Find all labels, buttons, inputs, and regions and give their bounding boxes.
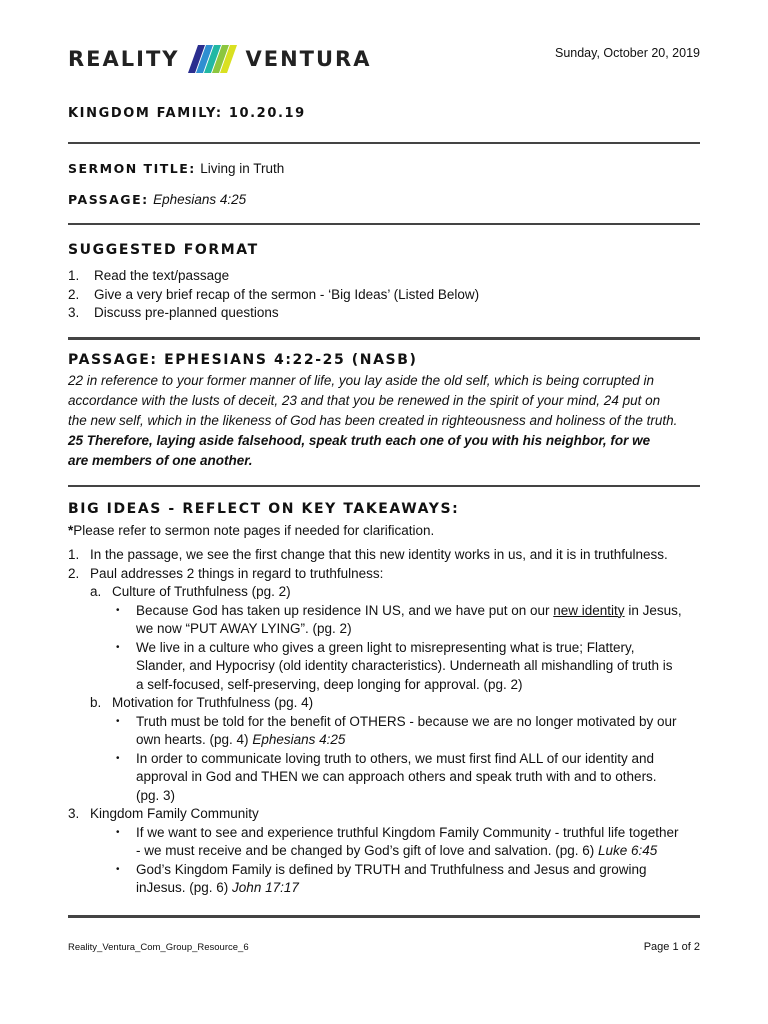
suggested-format-heading: SUGGESTED FORMAT <box>68 242 259 258</box>
logo-text-ventura: VENTURA <box>245 47 372 71</box>
bullet-item: • God’s Kingdom Family is defined by TRUTH and Truthfulness and Jesus and growing inJesus. (pg. 6) John 17:17 <box>68 861 708 898</box>
divider <box>68 142 700 144</box>
passage-heading: PASSAGE: EPHESIANS 4:22-25 (NASB) <box>68 352 418 368</box>
sermon-title-label: SERMON TITLE: <box>68 161 196 176</box>
document-title: KINGDOM FAMILY: 10.20.19 <box>68 106 306 121</box>
passage-text <box>68 371 700 431</box>
bullet-item: • We live in a culture who gives a green light to misrepresenting what is true; Flattery, Slander, and Hypocrisy (old identity characteristics). Underneath all mishandling of truth is a self-focused, self-preserving, deep longing for approval. (pg. 2) <box>68 639 708 695</box>
passage-line: 22 in reference to your former manner of life, you lay aside the old self, which is being corrupted in <box>68 373 655 388</box>
divider <box>68 915 700 918</box>
scripture-reference: John 17:17 <box>232 880 299 895</box>
divider <box>68 337 700 340</box>
list-item: 2. Give a very brief recap of the sermon - ‘Big Ideas’ (Listed Below) <box>68 286 480 302</box>
footer-filename: Reality_Ventura_Com_Group_Resource_6 <box>68 942 249 953</box>
bullet-icon: • <box>116 752 120 764</box>
bullet-icon: • <box>116 826 120 838</box>
divider <box>68 223 700 225</box>
logo <box>68 45 371 73</box>
list-item: 3. Discuss pre-planned questions <box>68 305 279 320</box>
list-item: 2. Paul addresses 2 things in regard to truthfulness: <box>68 565 384 581</box>
header-date: Sunday, October 20, 2019 <box>554 46 700 60</box>
bullet-item: • Truth must be told for the benefit of OTHERS - because we are no longer motivated by our own hearts. (pg. 4) Ephesians 4:25 <box>68 713 708 750</box>
passage-line: the new self, which in the likeness of God has been created in righteousness and holiness of the truth. <box>68 413 678 428</box>
passage-line: 25 Therefore, laying aside falsehood, speak truth each one of you with his neighbor, for we <box>68 433 651 448</box>
sermon-title-row <box>68 160 284 178</box>
passage-value: Ephesians 4:25 <box>153 192 247 207</box>
bullet-icon: • <box>116 604 120 616</box>
list-item: 1. Read the text/passage <box>68 268 230 283</box>
passage-verse-25 <box>68 431 700 471</box>
logo-stripes-icon <box>188 45 238 73</box>
big-ideas-heading: BIG IDEAS - REFLECT ON KEY TAKEAWAYS: <box>68 501 460 517</box>
bullet-item: • If we want to see and experience truthful Kingdom Family Community - truthful life together - we must receive and be changed by God’s gift of love and salvation. (pg. 6) Luke 6:45 <box>68 824 708 861</box>
big-ideas-note: *Please refer to sermon note pages if needed for clarification. <box>68 523 435 538</box>
bullet-item: • In order to communicate loving truth to others, we must first find ALL of our identity and approval in God and THEN we can approach others and speak truth with and to others. (pg. 3) <box>68 750 708 806</box>
passage-line: accordance with the lusts of deceit, 23 and that you be renewed in the spirit of your mind, 24 put on <box>68 393 661 408</box>
logo-text-reality: REALITY <box>68 47 180 71</box>
divider <box>68 485 700 487</box>
scripture-reference: Ephesians 4:25 <box>252 732 346 747</box>
sermon-title-value: Living in Truth <box>200 161 285 176</box>
passage-row <box>68 191 246 209</box>
bullet-icon: • <box>116 715 120 727</box>
big-ideas-list <box>68 546 708 898</box>
page-number: Page 1 of 2 <box>643 941 700 953</box>
passage-label: PASSAGE: <box>68 192 149 207</box>
bullet-icon: • <box>116 863 120 875</box>
list-item: b. Motivation for Truthfulness (pg. 4) <box>90 695 314 710</box>
list-item: a. Culture of Truthfulness (pg. 2) <box>90 584 291 599</box>
list-item: 1. In the passage, we see the first change that this new identity works in us, and it is in truthfulness. <box>68 547 668 562</box>
asterisk: * <box>68 523 74 538</box>
bullet-item: • Because God has taken up residence IN US, and we have put on our new identity in Jesus, we now “PUT AWAY LYING”. (pg. 2) <box>68 602 708 639</box>
format-list <box>68 267 708 323</box>
scripture-reference: Luke 6:45 <box>598 843 658 858</box>
list-item: 3. Kingdom Family Community <box>68 806 259 821</box>
bullet-icon: • <box>116 641 120 653</box>
passage-line: are members of one another. <box>68 453 253 468</box>
